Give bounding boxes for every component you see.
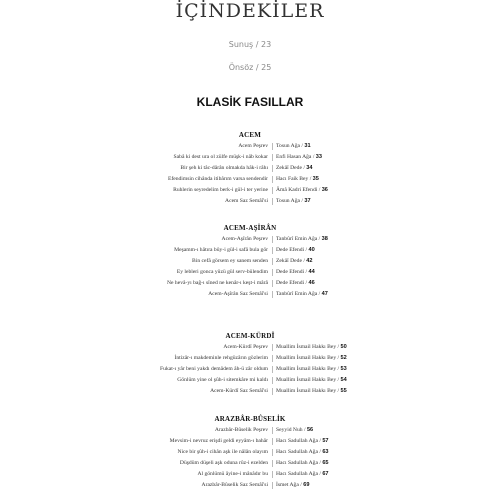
section-heading: ACEM xyxy=(238,131,262,139)
composer-name: Muallim İsmail Hakkı Bey xyxy=(276,344,337,350)
composer-name: Tanbûrî Emin Ağa xyxy=(276,236,318,242)
entry-page-number: 40 xyxy=(308,247,315,254)
entry-composer: Hacı Sadullah Ağa / 67 xyxy=(276,471,329,478)
entry-title: Al gönlümü âyine-i mânâdır bu xyxy=(197,471,268,478)
entry-composer: Tanbûrî Emin Ağa / 38 xyxy=(276,236,328,242)
entry-title: Ne hevâ-yı bağ-ı sîned ne kenâr-ı keşt-i mârâ xyxy=(167,280,268,287)
front-matter-page: 23 xyxy=(261,40,272,49)
entry-composer: Hacı Faik Bey / 35 xyxy=(276,176,319,183)
entry-composer: Âmâ Kadri Efendi / 36 xyxy=(276,187,328,194)
column-divider xyxy=(272,388,273,395)
composer-name: Muallim İsmail Hakkı Bey xyxy=(276,388,337,395)
section-heading: ARAZBÂR-BÛSELİK xyxy=(214,415,286,423)
composer-name: Tosun Ağa xyxy=(276,198,301,205)
column-divider xyxy=(272,154,273,161)
toc-section xyxy=(0,413,500,492)
entry-title: Ey lebleri gonca yüzü gül serv-bülendim xyxy=(176,269,268,276)
toc-entry[interactable] xyxy=(0,245,500,256)
front-matter-item[interactable]: Önsöz / 25 xyxy=(228,63,272,72)
column-divider xyxy=(272,247,273,254)
entry-page-number: 65 xyxy=(322,460,329,467)
entry-composer: Tosun Ağa / 31 xyxy=(276,143,311,149)
entry-composer: Dede Efendi / 46 xyxy=(276,280,315,287)
entry-page-number: 34 xyxy=(306,165,313,172)
entry-page-number: 42 xyxy=(306,258,313,265)
entry-composer: Seyyid Nuh / 56 xyxy=(276,427,314,433)
entry-page-number: 44 xyxy=(308,269,315,276)
entry-title: Bin cefâ görsem ey sanem senden xyxy=(192,258,268,265)
entry-page-number: 55 xyxy=(340,388,347,395)
column-divider xyxy=(272,438,273,445)
part-title: KLASİK FASILLAR xyxy=(196,95,304,109)
entry-composer: İsmet Ağa / 69 xyxy=(276,482,310,489)
entry-page-number: 67 xyxy=(322,471,329,478)
entry-composer: Muallim İsmail Hakkı Bey / 54 xyxy=(276,377,347,384)
toc-section xyxy=(0,129,500,208)
entry-composer: Hacı Sadullah Ağa / 65 xyxy=(276,460,329,467)
entry-composer: Muallim İsmail Hakkı Bey / 53 xyxy=(276,366,347,373)
toc-entry[interactable] xyxy=(0,342,500,353)
composer-name: Dede Efendi xyxy=(276,280,305,287)
toc-entry[interactable] xyxy=(0,152,500,163)
composer-name: Seyyid Nuh xyxy=(276,427,303,433)
toc-entry[interactable] xyxy=(0,480,500,491)
front-matter-label: Önsöz xyxy=(228,63,254,72)
entry-composer: Tanbûrî Emin Ağa / 47 xyxy=(276,291,328,298)
composer-name: Dede Efendi xyxy=(276,269,305,276)
composer-name: Hacı Sadullah Ağa xyxy=(276,460,318,467)
column-divider xyxy=(272,427,273,434)
column-divider xyxy=(272,291,273,298)
entry-page-number: 52 xyxy=(340,355,347,362)
composer-name: Zekâî Dede xyxy=(276,165,302,172)
column-divider xyxy=(272,460,273,467)
composer-name: Dede Efendi xyxy=(276,247,305,254)
toc-entry[interactable] xyxy=(0,278,500,289)
toc-entry[interactable] xyxy=(0,256,500,267)
column-divider xyxy=(272,377,273,384)
entry-composer: Enfi Hasan Ağa / 33 xyxy=(276,154,323,161)
entry-page-number: 37 xyxy=(304,198,311,205)
entry-page-number: 31 xyxy=(304,143,311,149)
column-divider xyxy=(272,236,273,243)
entry-title: Mevsim-i nevruz erişdi geldi eyyâm-ı bahâr xyxy=(169,438,268,445)
column-divider xyxy=(272,187,273,194)
entry-page-number: 57 xyxy=(322,438,329,445)
entry-composer: Zekâî Dede / 42 xyxy=(276,258,313,265)
toc-entry[interactable] xyxy=(0,375,500,386)
toc-entry[interactable] xyxy=(0,447,500,458)
section-heading: ACEM-KÜRDÎ xyxy=(225,332,275,340)
entry-title: Arazbâr-Bûselik Saz Semâî'si xyxy=(201,482,268,489)
column-divider xyxy=(272,482,273,489)
toc-section xyxy=(0,222,500,301)
entry-title: Nice bir şûh-i cihân aşk ile nâlân olayım xyxy=(177,449,268,456)
toc-section xyxy=(0,330,500,397)
entry-composer: Muallim İsmail Hakkı Bey / 55 xyxy=(276,388,347,395)
column-divider xyxy=(272,344,273,351)
entry-page-number: 47 xyxy=(321,291,328,298)
entry-title: Gönlüm yine ol şûh-i sitemkâre mi kaldı xyxy=(177,377,268,384)
column-divider xyxy=(272,355,273,362)
composer-name: Tanbûrî Emin Ağa xyxy=(276,291,318,298)
entry-page-number: 33 xyxy=(315,154,323,161)
entry-title: Sabâ ki dest ura ol zülfe müşk-i nâb kokar xyxy=(173,154,268,161)
toc-entry[interactable] xyxy=(0,289,500,300)
composer-name: Hacı Sadullah Ağa xyxy=(276,438,318,445)
entry-page-number: 46 xyxy=(308,280,315,287)
entry-title: Acem-Kürdî Peşrev xyxy=(223,344,268,350)
toc-entry[interactable] xyxy=(0,141,500,152)
column-divider xyxy=(272,269,273,276)
entry-composer: Dede Efendi / 44 xyxy=(276,269,315,276)
column-divider xyxy=(272,449,273,456)
toc-entry[interactable] xyxy=(0,469,500,480)
entry-title: Acem Saz Semâî'si xyxy=(225,198,268,205)
toc-entry[interactable] xyxy=(0,458,500,469)
entry-composer: Hacı Sadullah Ağa / 57 xyxy=(276,438,329,445)
entry-composer: Muallim İsmail Hakkı Bey / 50 xyxy=(276,344,347,350)
entry-title: Ruhlerin seyredelim berk-i gül-i ter yerine xyxy=(173,187,268,194)
composer-name: Hacı Sadullah Ağa xyxy=(276,471,318,478)
column-divider xyxy=(272,165,273,172)
entry-composer: Hacı Sadullah Ağa / 63 xyxy=(276,449,329,456)
front-matter-item[interactable]: Sunuş / 23 xyxy=(228,40,272,49)
toc-entry[interactable] xyxy=(0,196,500,207)
toc-entry[interactable] xyxy=(0,425,500,436)
column-divider xyxy=(272,258,273,265)
entry-composer: Dede Efendi / 40 xyxy=(276,247,315,254)
composer-name: Enfi Hasan Ağa xyxy=(276,154,312,161)
column-divider xyxy=(272,143,273,150)
entry-title: Acem-Aşîrân Peşrev xyxy=(221,236,268,242)
entry-page-number: 53 xyxy=(340,366,347,373)
composer-name: Âmâ Kadri Efendi xyxy=(276,187,318,194)
front-matter-page: 25 xyxy=(261,63,272,72)
toc-entry[interactable] xyxy=(0,353,500,364)
column-divider xyxy=(272,366,273,373)
entry-page-number: 36 xyxy=(321,187,328,194)
entry-title: Efendimsin cihânda itibârım varsa sendendir xyxy=(167,176,268,183)
entry-title: Düşdüm düşeli aşk oduna rûz-i ezelden xyxy=(179,460,268,467)
entry-title: İntizâr-ı makdeminle rehgüzârın gözlerim xyxy=(174,355,268,362)
composer-name: Tosun Ağa xyxy=(276,143,301,149)
toc-entry[interactable] xyxy=(0,436,500,447)
entry-title: Meşamm-ı hâtıra bûy-i gül-i safâ bula gör xyxy=(174,247,268,254)
column-divider xyxy=(272,198,273,205)
entry-title: Arazbâr-Bûselik Peşrev xyxy=(214,427,268,433)
toc-entry[interactable] xyxy=(0,174,500,185)
entry-composer: Muallim İsmail Hakkı Bey / 52 xyxy=(276,355,347,362)
section-heading: ACEM-AŞİRÂN xyxy=(223,224,277,232)
entry-page-number: 69 xyxy=(303,482,310,489)
page-title: İÇİNDEKİLER xyxy=(175,0,325,22)
entry-page-number: 56 xyxy=(306,427,314,433)
composer-name: Muallim İsmail Hakkı Bey xyxy=(276,366,337,373)
entry-page-number: 50 xyxy=(340,344,347,350)
column-divider xyxy=(272,176,273,183)
front-matter-label: Sunuş xyxy=(228,40,254,49)
entry-page-number: 63 xyxy=(322,449,329,456)
entry-page-number: 54 xyxy=(340,377,347,384)
composer-name: Muallim İsmail Hakkı Bey xyxy=(276,377,337,384)
entry-composer: Tosun Ağa / 37 xyxy=(276,198,311,205)
composer-name: Hacı Sadullah Ağa xyxy=(276,449,318,456)
composer-name: Zekâî Dede xyxy=(276,258,302,265)
toc-entry[interactable] xyxy=(0,185,500,196)
column-divider xyxy=(272,280,273,287)
entry-title: Acem-Kürdî Saz Semâî'si xyxy=(210,388,268,395)
entry-composer: Zekâî Dede / 34 xyxy=(276,165,313,172)
toc-entry[interactable] xyxy=(0,234,500,245)
entry-page-number: 35 xyxy=(312,176,319,183)
entry-title: Acem Peşrev xyxy=(238,143,268,149)
composer-name: Hacı Faik Bey xyxy=(276,176,309,183)
composer-name: Muallim İsmail Hakkı Bey xyxy=(276,355,337,362)
column-divider xyxy=(272,471,273,478)
entry-title: Fukat-ı yâr beni yakdı demâdem âh-ü zâr oldum xyxy=(160,366,268,373)
entry-page-number: 38 xyxy=(321,236,328,242)
toc-entry[interactable] xyxy=(0,163,500,174)
toc-entry[interactable] xyxy=(0,386,500,397)
toc-entry[interactable] xyxy=(0,267,500,278)
toc-entry[interactable] xyxy=(0,364,500,375)
entry-title: Bir şeh ki tâc-dârân olmakda hâk-i râhı xyxy=(180,165,268,172)
composer-name: İsmet Ağa xyxy=(276,482,299,489)
entry-title: Acem-Aşîrân Saz Semâî'si xyxy=(208,291,268,298)
